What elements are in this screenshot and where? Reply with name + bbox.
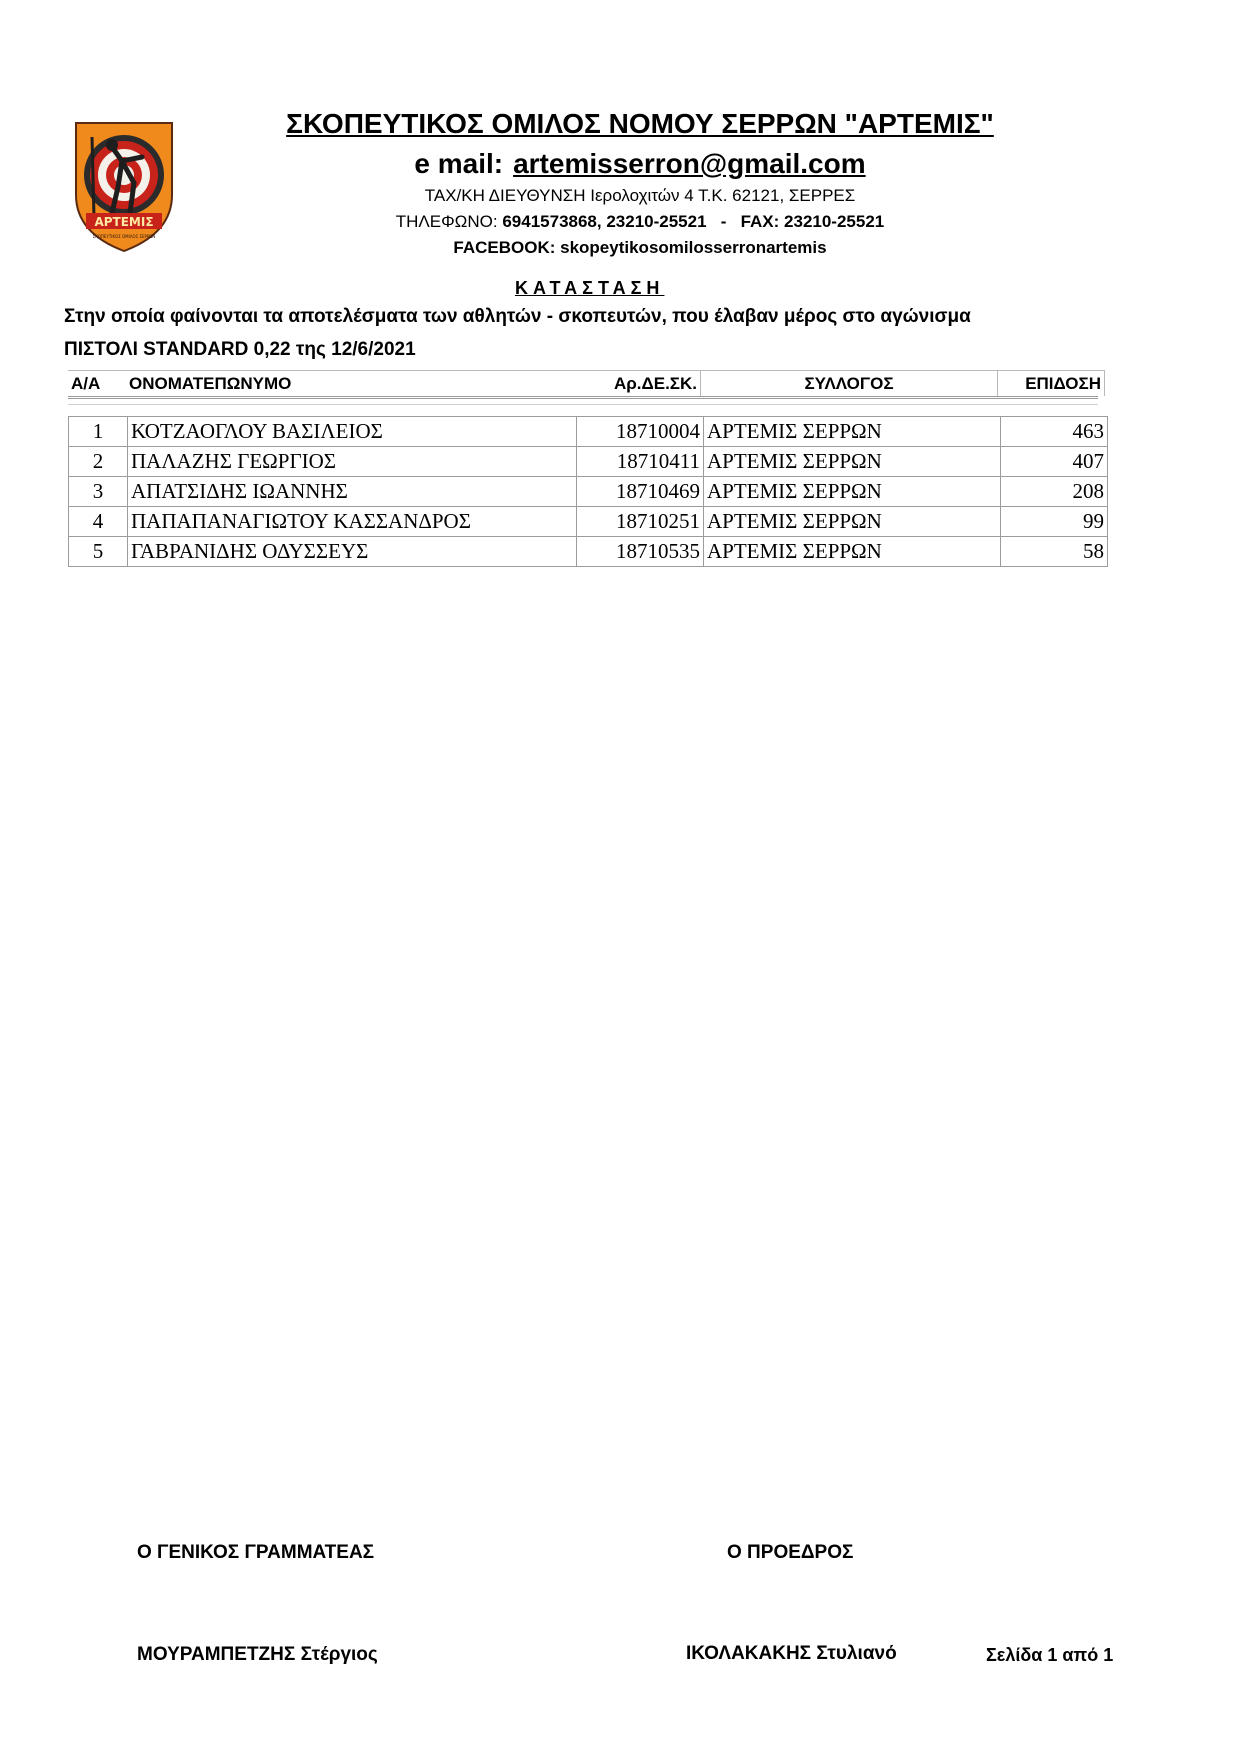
table-row: [69, 477, 1108, 507]
postal-address: ΤΑΧ/ΚΗ ΔΙΕΥΘΥΝΣΗ Ιερολοχιτών 4 Τ.Κ. 62121, ΣΕΡΡΕΣ: [424, 186, 856, 205]
fax-label: FAX:: [740, 212, 780, 231]
table-row: [69, 417, 1108, 447]
cell-name: ΠΑΛΑΖΗΣ ΓΕΩΡΓΙΟΣ: [128, 447, 577, 477]
phone-separator: -: [720, 212, 727, 231]
cell-aa: 1: [69, 417, 128, 447]
column-header-aa: Α/Α: [68, 371, 126, 397]
email-line: [240, 148, 1040, 180]
column-header-arith: Αρ.ΔΕ.ΣΚ.: [574, 371, 701, 397]
cell-aa: 2: [69, 447, 128, 477]
phone-value: 6941573868, 23210-25521: [502, 212, 707, 231]
organization-title: ΣΚΟΠΕΥΤΙΚΟΣ ΟΜΙΛΟΣ ΝΟΜΟΥ ΣΕΡΡΩΝ "ΑΡΤΕΜΙΣ": [286, 108, 994, 139]
fax-value: 23210-25521: [784, 212, 885, 231]
cell-club: ΑΡΤΕΜΙΣ ΣΕΡΡΩΝ: [704, 417, 1001, 447]
cell-club: ΑΡΤΕΜΙΣ ΣΕΡΡΩΝ: [704, 477, 1001, 507]
cell-name: ΑΠΑΤΣΙΔΗΣ ΙΩΑΝΝΗΣ: [128, 477, 577, 507]
column-header-name: ΟΝΟΜΑΤΕΠΩΝΥΜΟ: [126, 371, 574, 397]
results-table: [68, 370, 1104, 567]
event-name: ΠΙΣΤΟΛΙ STANDARD 0,22 της 12/6/2021: [64, 339, 416, 360]
column-header-score: ΕΠΙΔΟΣΗ: [998, 371, 1105, 397]
cell-aa: 5: [69, 537, 128, 567]
president-name: ΙΚΟΛΑΚΑΚΗΣ Στυλιανό: [686, 1643, 897, 1664]
results-table-body: [68, 416, 1108, 567]
document-title: ΚΑΤΑΣΤΑΣΗ: [515, 278, 665, 298]
email-label: e mail:: [414, 148, 504, 179]
secretary-name: ΜΟΥΡΑΜΠΕΤΖΗΣ Στέργιος: [137, 1644, 378, 1665]
facebook-line: FACEBOOK: skopeytikosomilosserronartemis: [453, 238, 827, 257]
cell-club: ΑΡΤΕΜΙΣ ΣΕΡΡΩΝ: [704, 447, 1001, 477]
cell-name: ΠΑΠΑΠΑΝΑΓΙΩΤΟΥ ΚΑΣΣΑΝΔΡΟΣ: [128, 507, 577, 537]
page-number: Σελίδα 1 από 1: [986, 1645, 1114, 1665]
club-logo: [72, 117, 176, 255]
document-intro: Στην οποία φαίνονται τα αποτελέσματα των αθλητών - σκοπευτών, που έλαβαν μέρος στο αγώνισμα: [64, 306, 971, 327]
logo-subtext: ΣΚΟΠΕΥΤΙΚΟΣ ΟΜΙΛΟΣ ΣΕΡΡΩΝ: [92, 234, 156, 239]
president-title: Ο ΠΡΟΕΔΡΟΣ: [727, 1542, 854, 1563]
cell-arith: 18710411: [577, 447, 704, 477]
cell-score: 208: [1001, 477, 1108, 507]
phone-label: ΤΗΛΕΦΩΝΟ:: [395, 212, 498, 231]
cell-score: 407: [1001, 447, 1108, 477]
cell-club: ΑΡΤΕΜΙΣ ΣΕΡΡΩΝ: [704, 537, 1001, 567]
cell-aa: 4: [69, 507, 128, 537]
table-row: [69, 447, 1108, 477]
cell-name: ΚΟΤΖΑΟΓΛΟΥ ΒΑΣΙΛΕΙΟΣ: [128, 417, 577, 447]
cell-aa: 3: [69, 477, 128, 507]
cell-arith: 18710535: [577, 537, 704, 567]
cell-club: ΑΡΤΕΜΙΣ ΣΕΡΡΩΝ: [704, 507, 1001, 537]
table-row: [69, 507, 1108, 537]
cell-arith: 18710004: [577, 417, 704, 447]
column-header-club: ΣΥΛΛΟΓΟΣ: [701, 371, 998, 397]
secretary-title: Ο ΓΕΝΙΚΟΣ ΓΡΑΜΜΑΤΕΑΣ: [137, 1542, 375, 1563]
cell-arith: 18710251: [577, 507, 704, 537]
email-address-link[interactable]: artemisserron@gmail.com: [513, 148, 866, 179]
header-divider: [68, 396, 1098, 405]
cell-score: 463: [1001, 417, 1108, 447]
cell-arith: 18710469: [577, 477, 704, 507]
logo-text: ΑΡΤΕΜΙΣ: [94, 215, 154, 229]
phone-fax-line: [240, 212, 1040, 232]
cell-score: 58: [1001, 537, 1108, 567]
table-row: [69, 537, 1108, 567]
results-table-header: [68, 370, 1105, 396]
cell-name: ΓΑΒΡΑΝΙΔΗΣ ΟΔΥΣΣΕΥΣ: [128, 537, 577, 567]
cell-score: 99: [1001, 507, 1108, 537]
